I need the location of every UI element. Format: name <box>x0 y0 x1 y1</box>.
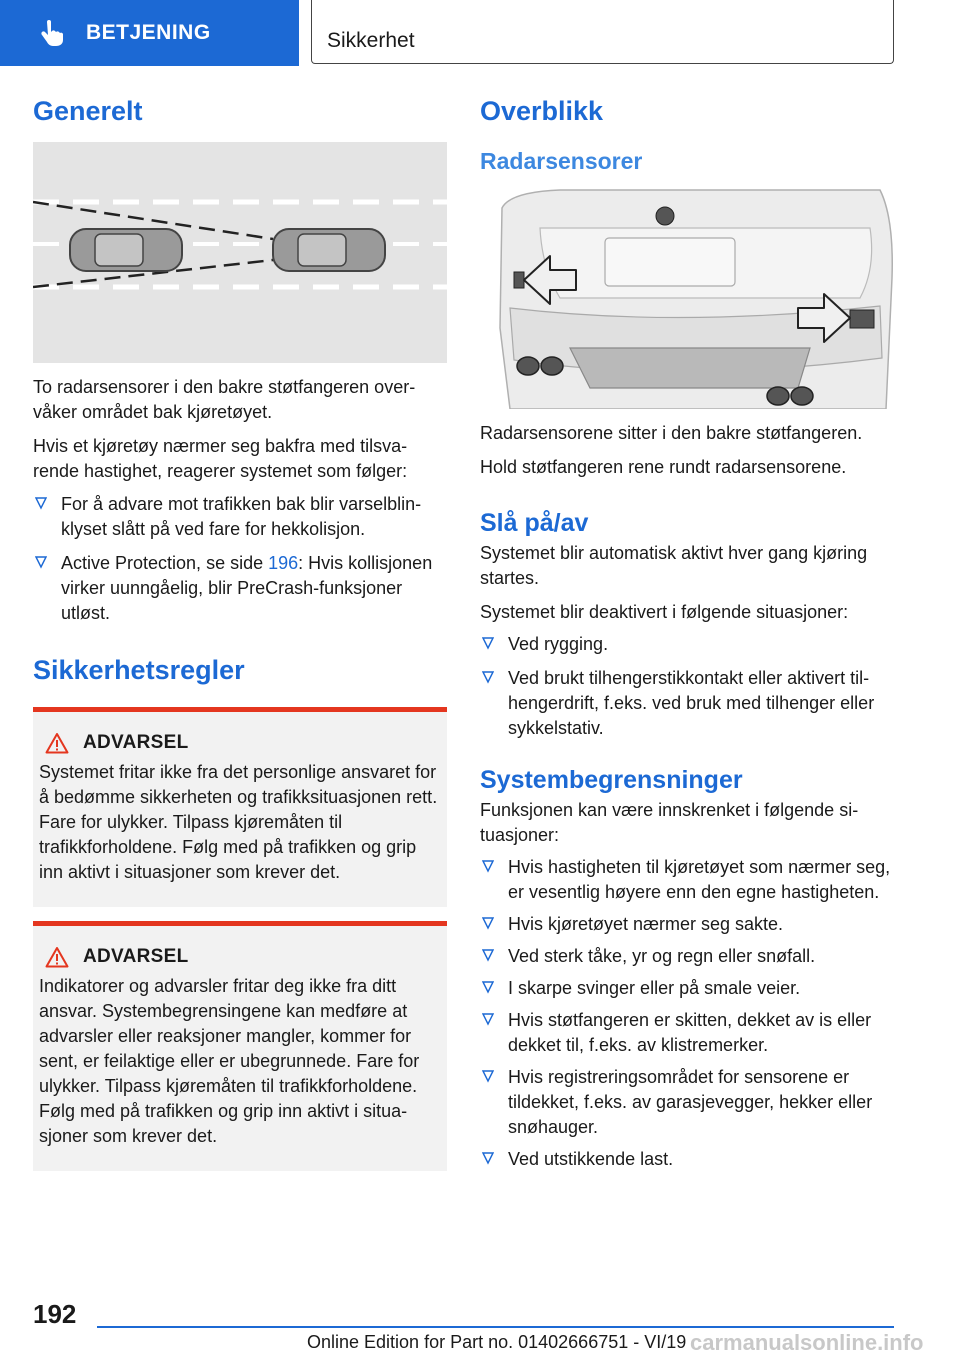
triangle-bullet-icon <box>482 980 494 994</box>
bumper-figure <box>480 188 896 409</box>
list-item-text: Hvis registreringsområdet for sensorene er tildekket, f.eks. av garasjevegger, hekker eller snøhauger. <box>508 1066 873 1137</box>
triangle-bullet-icon <box>35 496 47 510</box>
section-label: BETJENING <box>86 21 211 44</box>
warning-title <box>45 732 441 754</box>
heading-overblikk: Overblikk <box>480 96 604 126</box>
list-item-text: Ved brukt tilhengerstikkontakt eller aktivert tilhengerdrift, f.eks. ved bruk med tilhenger eller sykkelstativ. <box>508 667 875 738</box>
paragraph: Systemet blir deaktivert i følgende situasjoner: <box>480 601 849 622</box>
edition-text: Online Edition for Part no. 01402666751 - VI/19 <box>307 1332 687 1352</box>
warning-text: Systemet fritar ikke fra det personlige ansvaret for å bedømme sikkerheten og trafikksituasjonen rett. Fare for ulykker. Tilpass kjøremåten til trafikkforholdene. Følg med på trafikken og grip inn aktivt i situasjoner som krever det. <box>39 761 438 882</box>
triangle-bullet-icon <box>35 555 47 569</box>
triangle-bullet-icon <box>482 916 494 930</box>
paragraph: To radarsensorer i den bakre støtfangeren overvåker området bak kjøretøyet. <box>33 377 416 423</box>
heading-systembegrensninger: Systembegrensninger <box>480 765 743 794</box>
triangle-bullet-icon <box>482 948 494 962</box>
triangle-bullet-icon <box>482 859 494 873</box>
left-column <box>33 95 447 1171</box>
section-tab <box>0 0 299 66</box>
list-item-text: I skarpe svinger eller på smale veier. <box>508 977 801 998</box>
right-column <box>480 95 896 1172</box>
cars-illustration <box>33 142 447 363</box>
watermark: carmanualsonline.info <box>690 1330 924 1355</box>
list-item-text: Ved utstikkende last. <box>508 1148 674 1169</box>
list-item <box>480 1147 896 1172</box>
triangle-bullet-icon <box>482 1151 494 1165</box>
warning-text: Indikatorer og advarsler fritar deg ikke fra ditt ansvar. Systembegrensingene kan medføre at advarsler eller reaksjoner mangler, kommer for sent, er feilaktige eller er ubegrunnede. Fare for ulykker. Tilpass kjøremåten til trafikkforholdene. Følg med på trafikken og grip inn aktivt i situasjoner som krever det. <box>39 975 420 1146</box>
bullet-list <box>33 492 447 626</box>
paragraph: Hvis et kjøretøy nærmer seg bakfra med tilsvarende hastighet, reagerer systemet som følger: <box>33 436 408 482</box>
heading-slaa-paa-av: Slå på/av <box>480 508 589 537</box>
heading-generelt: Generelt <box>33 96 143 126</box>
list-item-text: Active Protection, se side <box>61 553 269 574</box>
list-item <box>480 944 896 969</box>
list-item-text: Ved rygging. <box>508 633 609 654</box>
footer-rule <box>97 1326 894 1328</box>
paragraph: Radarsensorene sitter i den bakre støtfangeren. <box>480 422 863 443</box>
paragraph: Funksjonen kan være innskrenket i følgende situasjoner: <box>480 799 859 845</box>
bullet-list <box>480 855 896 1172</box>
bullet-list <box>480 632 896 741</box>
triangle-bullet-icon <box>482 636 494 650</box>
paragraph: Systemet blir automatisk aktivt hver gang kjøring startes. <box>480 542 868 588</box>
topic-box <box>311 0 894 64</box>
warning-box <box>33 707 447 907</box>
paragraph: Hold støtfangeren rene rundt radarsensorene. <box>480 456 847 477</box>
warning-label: ADVARSEL <box>83 731 189 753</box>
triangle-bullet-icon <box>482 1069 494 1083</box>
list-item-text: Hvis støtfangeren er skitten, dekket av is eller dekket til, f.eks. av klistremerker. <box>508 1009 872 1055</box>
warning-box <box>33 921 447 1171</box>
list-item <box>480 632 896 657</box>
list-item <box>33 492 447 542</box>
hand-pointer-icon <box>38 19 66 47</box>
list-item <box>480 976 896 1001</box>
triangle-bullet-icon <box>482 670 494 684</box>
page-number: 192 <box>33 1299 77 1329</box>
list-item-text: Ved sterk tåke, yr og regn eller snøfall. <box>508 945 816 966</box>
list-item-text: Hvis kjøretøyet nærmer seg sakte. <box>508 913 784 934</box>
warning-title <box>45 946 441 968</box>
list-item <box>480 666 896 741</box>
page-header <box>0 0 960 66</box>
list-item <box>480 912 896 937</box>
list-item-text: For å advare mot trafikken bak blir varselblinklyset slått på ved fare for hekkolisjon. <box>61 494 422 540</box>
triangle-bullet-icon <box>482 1012 494 1026</box>
warning-triangle-icon <box>45 946 69 968</box>
list-item-text: : Hvis kollisjonen virker uunngåelig, blir PreCrash-funksjoner utløst. <box>61 553 433 624</box>
topic-label: Sikkerhet <box>327 29 415 52</box>
bumper-illustration <box>480 188 896 409</box>
page-link[interactable]: 196 <box>268 553 299 574</box>
heading-radarsensorer: Radarsensorer <box>480 148 643 175</box>
list-item <box>480 1008 896 1058</box>
list-item-text: Hvis hastigheten til kjøretøyet som nærmer seg, er vesentlig høyere enn den egne hastigheten. <box>508 856 891 902</box>
list-item <box>33 551 447 626</box>
list-item <box>480 1065 896 1140</box>
cars-radar-figure <box>33 142 447 363</box>
heading-sikkerhetsregler: Sikkerhetsregler <box>33 655 245 686</box>
list-item <box>480 855 896 905</box>
warning-label: ADVARSEL <box>83 945 189 967</box>
warning-triangle-icon <box>45 732 69 754</box>
